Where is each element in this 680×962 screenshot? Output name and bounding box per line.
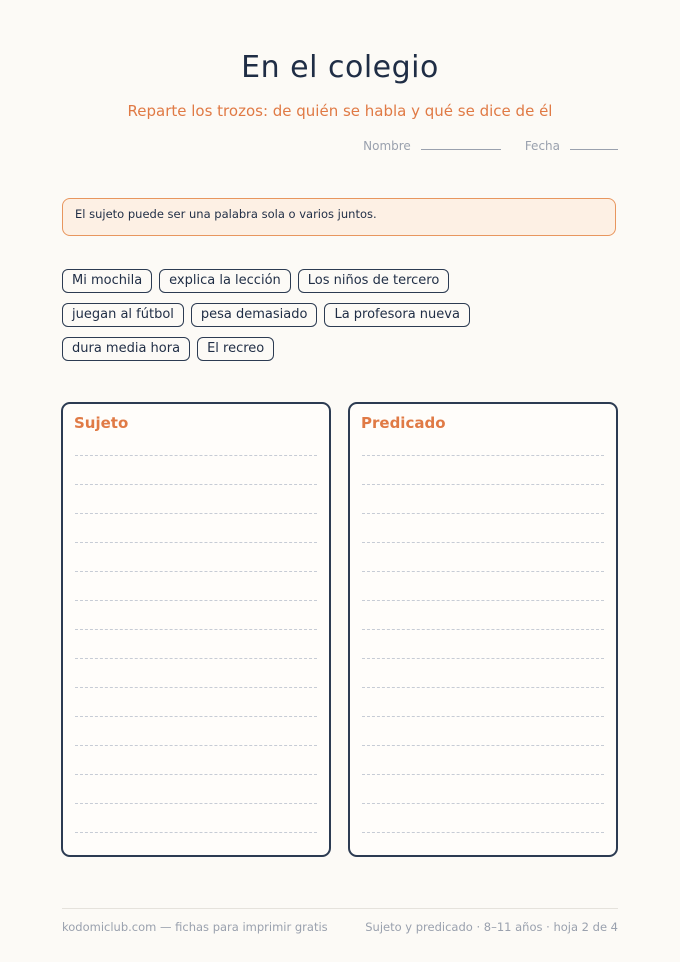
writing-line: [362, 571, 604, 572]
predicado-heading: Predicado: [361, 414, 446, 432]
writing-line: [362, 513, 604, 514]
writing-line: [75, 571, 317, 572]
writing-line: [362, 629, 604, 630]
word-chip[interactable]: dura media hora: [62, 337, 190, 361]
chip-row: [62, 337, 622, 361]
name-date-fields: [363, 139, 618, 153]
writing-line: [362, 716, 604, 717]
writing-line: [362, 774, 604, 775]
page-title: En el colegio: [241, 50, 439, 85]
writing-line: [75, 774, 317, 775]
sujeto-heading: Sujeto: [74, 414, 129, 432]
name-label: Nombre: [363, 139, 411, 153]
writing-line: [75, 832, 317, 833]
word-chip[interactable]: explica la lección: [159, 269, 291, 293]
name-field[interactable]: [421, 139, 501, 150]
word-chip[interactable]: pesa demasiado: [191, 303, 318, 327]
writing-line: [75, 513, 317, 514]
writing-line: [75, 629, 317, 630]
footer-site: kodomiclub.com — fichas para imprimir gratis: [62, 920, 328, 934]
word-chip[interactable]: juegan al fútbol: [62, 303, 184, 327]
writing-line: [362, 600, 604, 601]
word-chip[interactable]: Mi mochila: [62, 269, 152, 293]
page-subtitle: Reparte los trozos: de quién se habla y qué se dice de él: [127, 102, 553, 120]
writing-line: [75, 600, 317, 601]
writing-line: [75, 455, 317, 456]
writing-line: [75, 745, 317, 746]
writing-line: [362, 542, 604, 543]
writing-line: [75, 484, 317, 485]
writing-line: [75, 542, 317, 543]
writing-line: [362, 455, 604, 456]
word-chips: [62, 269, 622, 361]
sujeto-column[interactable]: [61, 402, 331, 857]
writing-line: [362, 745, 604, 746]
word-chip[interactable]: La profesora nueva: [324, 303, 470, 327]
word-chip[interactable]: El recreo: [197, 337, 274, 361]
writing-line: [362, 658, 604, 659]
footer-divider: [62, 908, 618, 909]
writing-line: [75, 716, 317, 717]
hint-box: El sujeto puede ser una palabra sola o varios juntos.: [62, 198, 616, 236]
writing-line: [362, 484, 604, 485]
predicado-column[interactable]: [348, 402, 618, 857]
writing-line: [75, 803, 317, 804]
writing-line: [362, 687, 604, 688]
word-chip[interactable]: Los niños de tercero: [298, 269, 450, 293]
writing-line: [75, 658, 317, 659]
date-field[interactable]: [570, 139, 618, 150]
date-label: Fecha: [524, 139, 560, 153]
writing-line: [362, 832, 604, 833]
writing-line: [362, 803, 604, 804]
chip-row: [62, 269, 622, 293]
footer-sheet-info: Sujeto y predicado · 8–11 años · hoja 2 de 4: [365, 920, 618, 934]
chip-row: [62, 303, 622, 327]
writing-line: [75, 687, 317, 688]
